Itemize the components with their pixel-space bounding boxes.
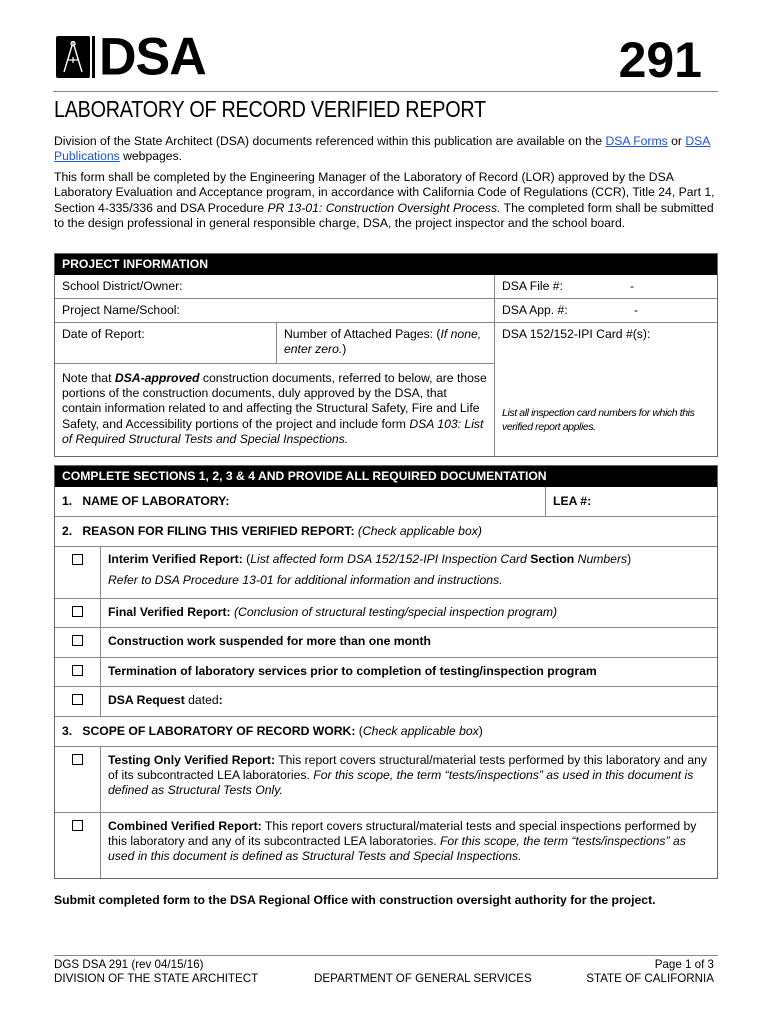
scope-title: Combined Verified Report: [108, 819, 262, 833]
checkbox-cell [55, 747, 100, 812]
section-hint: (Check applicable box) [354, 524, 482, 538]
reason-text [100, 687, 717, 716]
reason-row-dsa-request [55, 686, 717, 716]
section-label: 2. REASON FOR FILING THIS VERIFIED REPORT: [62, 524, 355, 538]
footer-department: DEPARTMENT OF GENERAL SERVICES [314, 972, 532, 985]
field-label: ) [342, 342, 347, 356]
laboratory-name-field[interactable] [55, 487, 545, 516]
footer-divider [54, 955, 718, 956]
dsa-forms-link[interactable]: DSA Forms [605, 134, 668, 148]
scope-row-testing-only [55, 746, 717, 812]
attached-pages-field[interactable] [276, 323, 494, 363]
final-report-checkbox[interactable] [72, 606, 83, 617]
dsa-103-reference: DSA 103: List of Required Structural Tests and Special Inspections. [62, 416, 484, 446]
section-heading: COMPLETE SECTIONS 1, 2, 3 & 4 AND PROVIDE ALL REQUIRED DOCUMENTATION [55, 466, 717, 487]
work-suspended-checkbox[interactable] [72, 635, 83, 646]
laboratory-name-row [55, 487, 717, 516]
scope-definition: For this scope, the term “tests/inspections” as used in this document is defined as Structural Tests Only. [108, 768, 694, 797]
reason-row-suspended [55, 627, 717, 657]
section-hint: Check applicable box [362, 724, 479, 738]
field-label: Number of Attached Pages: ( [284, 327, 441, 341]
checkbox-cell [55, 687, 100, 716]
scope-title: Testing Only Verified Report: [108, 753, 276, 767]
intro-paragraph-1 [54, 134, 718, 165]
combined-report-checkbox[interactable] [72, 820, 83, 831]
checkbox-cell [55, 658, 100, 686]
field-label: DSA 152/152-IPI Card #(s): [502, 327, 651, 341]
intro-text: webpages. [119, 149, 183, 164]
footer-form-rev: DGS DSA 291 (rev 04/15/16) [54, 958, 204, 971]
reason-hint: Numbers [574, 552, 628, 566]
dsa-app-value: - [634, 303, 639, 317]
scope-definition: For this scope, the term “tests/inspections” as used in this document is defined as Structural Tests and Special Inspections. [108, 834, 686, 863]
dsa-publications-link[interactable]: DSA Publications [54, 134, 711, 164]
field-label: LEA #: [553, 494, 592, 508]
project-information-table [54, 253, 718, 457]
field-label: School District/Owner: [62, 279, 183, 293]
scope-heading-row [55, 716, 717, 746]
checkbox-cell [55, 813, 100, 878]
field-hint: If none, enter zero. [284, 327, 482, 356]
reason-row-termination [55, 657, 717, 686]
section-hint: ( [355, 724, 363, 738]
footer-division: DIVISION OF THE STATE ARCHITECT [54, 972, 259, 985]
reason-row-final [55, 598, 717, 627]
lea-number-field[interactable] [545, 487, 717, 516]
note-emphasis: DSA-approved [114, 371, 200, 385]
procedure-reference: PR 13-01: Construction Oversight Process. [267, 200, 501, 215]
logo-text: DSA [99, 27, 206, 87]
scope-heading [55, 717, 490, 746]
reason-text: dated [184, 693, 219, 707]
inspection-card-field[interactable] [494, 323, 717, 456]
form-number: 291 [618, 32, 702, 88]
school-district-row [55, 275, 717, 298]
testing-only-checkbox[interactable] [72, 754, 83, 765]
note-text: Note that [62, 371, 115, 385]
reason-text [100, 599, 717, 627]
date-pages-row [55, 323, 494, 364]
dsa-file-value: - [630, 279, 635, 293]
field-label: 1. NAME OF LABORATORY: [62, 494, 230, 508]
field-label: Date of Report: [62, 327, 145, 341]
dsa-app-field[interactable] [494, 299, 717, 322]
intro-text: This form shall be completed by the Engineering Manager of the Laboratory of Record (LOR) approved by the DSA Laboratory Evaluation and Acceptance program, in accordance with California Code of Regulations (CCR), Title 24, Part 1, Section 4-335/336 and DSA Procedure [54, 170, 715, 215]
reason-heading [55, 517, 489, 546]
reason-emphasis: Section [530, 552, 575, 566]
checkbox-cell [55, 599, 100, 627]
drafting-compass-icon [56, 36, 90, 78]
intro-paragraph-2 [54, 170, 718, 231]
dsa-request-checkbox[interactable] [72, 694, 83, 705]
reason-title: Final Verified Report: [108, 605, 231, 619]
card-hint: List all inspection card numbers for which this verified report applies. [502, 407, 695, 433]
reason-hint: List affected form DSA 152/152-IPI Inspection Card [250, 552, 531, 566]
reason-title: Interim Verified Report: [108, 552, 243, 566]
reason-text [100, 547, 717, 598]
reason-heading-row [55, 516, 717, 546]
scope-description: This report covers structural/material tests and special inspections performed by this laboratory and any of its subcontracted LEA laboratories. [108, 819, 697, 848]
dsa-file-field[interactable] [494, 275, 717, 298]
scope-description: This report covers structural/material tests performed by this laboratory and any of its subcontracted LEA laboratories. [108, 753, 707, 782]
reason-text: ) [627, 552, 632, 566]
reason-title: Termination of laboratory services prior to completion of testing/inspection program [108, 664, 597, 678]
reason-title: DSA Request [108, 693, 185, 707]
date-of-report-field[interactable] [55, 323, 276, 363]
scope-text [100, 747, 717, 812]
intro-text: The completed form shall be submitted to the design professional in general responsible charge, DSA, the project inspector and the school board. [54, 200, 714, 230]
scope-row-combined [55, 812, 717, 878]
reason-row-interim [55, 546, 717, 598]
footer-state: STATE OF CALIFORNIA [586, 972, 714, 985]
field-label: Project Name/School: [62, 303, 180, 317]
header-divider [53, 91, 718, 92]
interim-report-checkbox[interactable] [72, 554, 83, 565]
reason-text: : [218, 693, 223, 707]
reason-hint: (Conclusion of structural testing/special inspection program) [230, 605, 558, 619]
reason-text [100, 628, 717, 657]
report-details-left [55, 323, 494, 456]
dsa-approved-note [55, 364, 494, 451]
field-label: DSA File #: [502, 279, 563, 293]
intro-text: or [667, 134, 686, 148]
school-district-field[interactable] [55, 275, 494, 298]
dsa-logo [56, 27, 206, 87]
sections-table [54, 465, 718, 879]
logo-divider [92, 36, 95, 78]
field-label: DSA App. #: [502, 303, 568, 317]
intro-text: Division of the State Architect (DSA) documents referenced within this publication are available on the [54, 134, 606, 148]
report-details-row [55, 322, 717, 456]
scope-text [100, 813, 717, 878]
reason-text: ( [242, 552, 251, 566]
section-heading: PROJECT INFORMATION [55, 254, 717, 275]
note-text: construction documents, referred to below, are those portions of the construction documents, duly approved by the DSA, that contain information related to and affecting the Structural Safety, Fire and Life Safety, and Accessibility portions of the project and include form [62, 371, 487, 431]
section-hint: ) [478, 724, 483, 738]
page-title: LABORATORY OF RECORD VERIFIED REPORT [54, 96, 486, 122]
reason-title: Construction work suspended for more than one month [108, 634, 431, 648]
submit-instructions: Submit completed form to the DSA Regional Office with construction oversight authority for the project. [54, 893, 656, 907]
footer-page-number: Page 1 of 3 [654, 958, 714, 971]
checkbox-cell [55, 628, 100, 657]
reason-subtext: Refer to DSA Procedure 13-01 for additional information and instructions. [108, 573, 503, 587]
project-name-row [55, 298, 717, 322]
reason-text [100, 658, 717, 686]
termination-checkbox[interactable] [72, 665, 83, 676]
section-label: 3. SCOPE OF LABORATORY OF RECORD WORK: [62, 724, 356, 738]
checkbox-cell [55, 547, 100, 598]
project-name-field[interactable] [55, 299, 494, 322]
